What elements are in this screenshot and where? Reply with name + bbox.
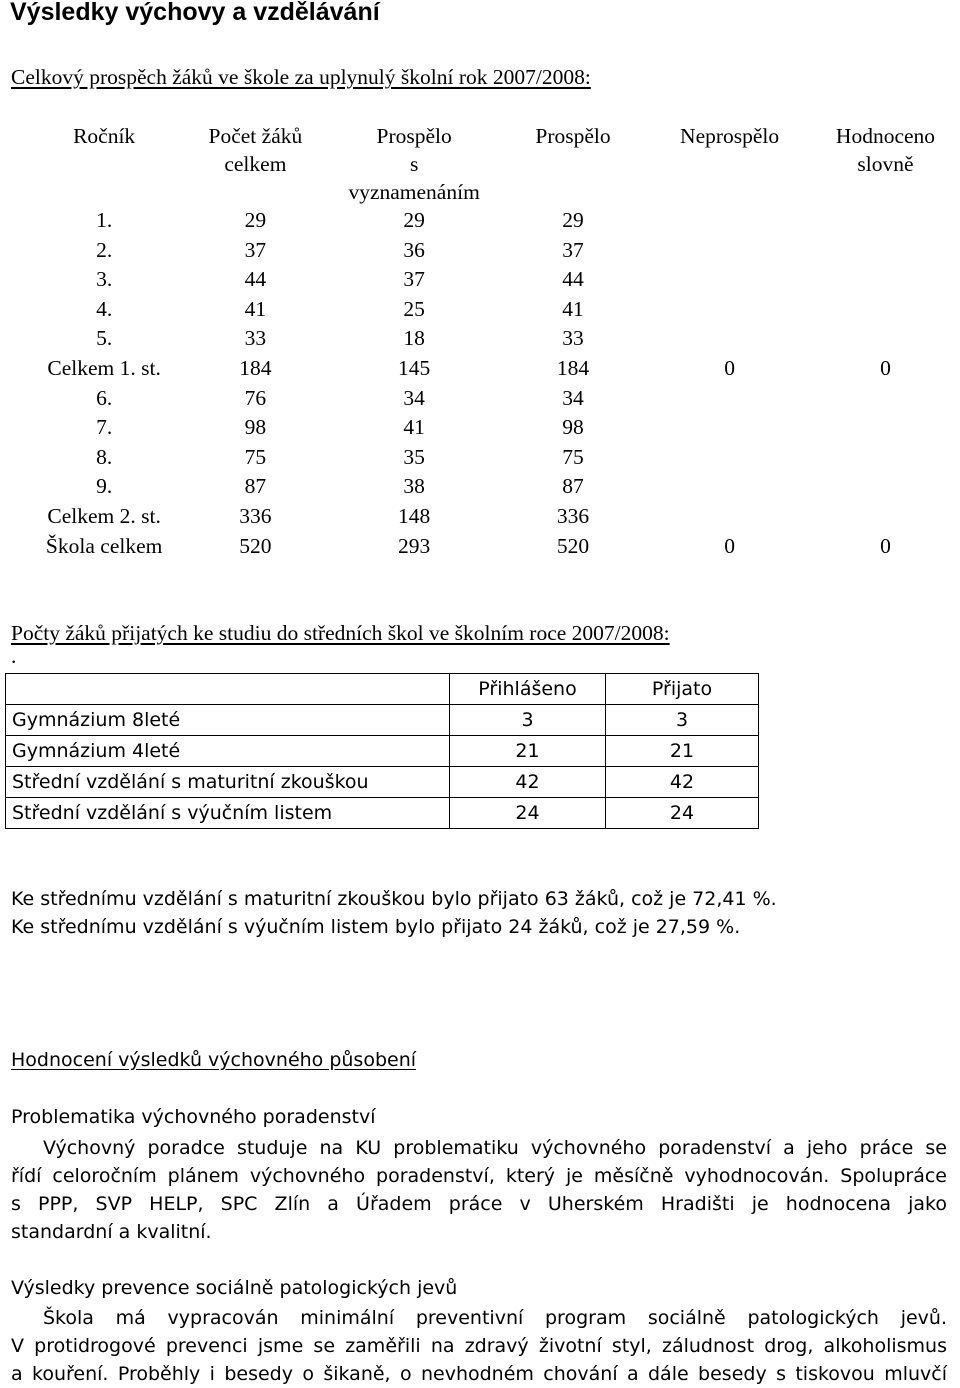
results-table-row [28, 206, 960, 236]
results-cell [811, 206, 960, 236]
results-cell: 41 [403, 415, 425, 440]
paragraph-line: Škola má vypracován minimální preventivní program sociálně patologických jevů. [43, 1307, 947, 1329]
results-cell: 336 [556, 503, 590, 528]
results-cell [648, 472, 811, 502]
results-col-header: Neprospělo [680, 124, 780, 148]
results-cell: 25 [403, 296, 425, 321]
results-table-row [28, 443, 960, 473]
section-body-counseling [11, 1134, 947, 1246]
admissions-cell: 3 [450, 705, 606, 736]
results-table-row [28, 295, 960, 325]
results-cell: 98 [244, 415, 267, 440]
results-col-header: Hodnoceno slovně [835, 124, 936, 176]
results-row-label: 4. [96, 296, 113, 321]
results-cell: 29 [244, 208, 267, 232]
results-cell [811, 413, 960, 443]
results-cell: 0 [880, 355, 891, 380]
results-cell: 336 [239, 503, 272, 528]
results-cell: 520 [556, 533, 590, 558]
results-cell: 44 [562, 267, 584, 292]
admissions-cell: 21 [606, 736, 759, 767]
results-cell: 87 [244, 474, 267, 499]
results-table-row [28, 236, 960, 266]
results-cell: 44 [244, 267, 267, 292]
results-cell: 184 [556, 355, 590, 380]
results-row-label: 5. [96, 326, 113, 351]
results-cell: 37 [244, 237, 267, 262]
results-cell: 0 [724, 355, 735, 380]
results-cell: 41 [244, 296, 267, 321]
results-row-label: Škola celkem [45, 533, 163, 558]
results-table-row [28, 265, 960, 295]
results-row-label: 8. [96, 444, 113, 469]
results-cell: 0 [724, 533, 735, 558]
results-cell: 37 [562, 237, 584, 262]
results-cell [648, 206, 811, 236]
results-cell [648, 265, 811, 295]
admissions-table-row [6, 736, 759, 767]
paragraph-line: standardní a kvalitní. [11, 1221, 212, 1243]
admissions-table-row [6, 767, 759, 798]
results-cell: 33 [244, 326, 267, 351]
results-row-label: 6. [96, 385, 113, 410]
results-cell [648, 443, 811, 473]
results-col-header: Ročník [73, 124, 136, 148]
results-row-label: 3. [96, 267, 113, 292]
results-heading: Celkový prospěch žáků ve škole za uplynulý školní rok 2007/2008: [11, 65, 591, 89]
results-cell: 29 [562, 208, 584, 232]
admissions-col-header-empty [6, 674, 450, 705]
admissions-row-label: Gymnázium 4leté [6, 736, 450, 767]
admissions-cell: 24 [606, 798, 759, 829]
results-cell [811, 295, 960, 325]
results-cell [811, 384, 960, 414]
results-cell: 18 [403, 326, 425, 351]
results-row-label: 9. [96, 474, 113, 499]
results-cell [811, 472, 960, 502]
results-cell [811, 443, 960, 473]
results-table-row [28, 532, 960, 562]
admissions-table [5, 673, 759, 829]
results-table-row [28, 472, 960, 502]
results-table-body [28, 206, 960, 561]
paragraph-line: Výchovný poradce studuje na KU problematiku výchovného poradenství a jeho práce se [43, 1137, 947, 1159]
paragraph-line: V protidrogové prevenci jsme se zaměřili na zdravý životní styl, záludnost drog, alkoholismus [11, 1335, 947, 1357]
admissions-row-label: Střední vzdělání s maturitní zkouškou [6, 767, 450, 798]
results-cell: 98 [562, 415, 584, 440]
results-row-label: 2. [96, 237, 113, 262]
admissions-row-label: Gymnázium 8leté [6, 705, 450, 736]
results-cell: 293 [398, 533, 431, 558]
admissions-table-header-row [6, 674, 759, 705]
results-cell: 38 [403, 474, 425, 499]
admissions-heading: Počty žáků přijatých ke studiu do středních škol ve školním roce 2007/2008: [11, 621, 670, 645]
admissions-cell: 3 [606, 705, 759, 736]
admissions-cell: 42 [606, 767, 759, 798]
results-cell: 29 [403, 208, 425, 232]
page-title: Výsledky výchovy a vzdělávání [10, 0, 380, 26]
admissions-table-body [6, 705, 759, 829]
results-cell: 35 [403, 444, 425, 469]
results-cell [648, 502, 811, 532]
results-cell: 34 [562, 385, 584, 410]
results-table [28, 120, 960, 561]
results-table-row [28, 502, 960, 532]
results-row-label: 7. [96, 415, 113, 440]
results-col-header: Počet žáků celkem [208, 124, 303, 176]
results-cell: 75 [244, 444, 267, 469]
results-cell: 184 [239, 355, 272, 380]
summary-line-maturitni: Ke střednímu vzdělání s maturitní zkouškou bylo přijato 63 žáků, což je 72,41 %. [11, 888, 777, 910]
results-cell: 36 [403, 237, 425, 262]
admissions-cell: 42 [450, 767, 606, 798]
results-cell: 76 [244, 385, 267, 410]
results-table-row [28, 354, 960, 384]
results-cell [811, 265, 960, 295]
admissions-table-row [6, 798, 759, 829]
admissions-row-label: Střední vzdělání s výučním listem [6, 798, 450, 829]
results-row-label: Celkem 1. st. [47, 355, 161, 380]
results-row-label: Celkem 2. st. [47, 503, 161, 528]
results-cell: 33 [562, 326, 584, 351]
admissions-col-header: Přijato [606, 674, 759, 705]
admissions-cell: 24 [450, 798, 606, 829]
results-table-row [28, 324, 960, 354]
results-cell: 37 [403, 267, 425, 292]
paragraph-line: řídí celoročním plánem výchovného poradenství, který je měsíčně vyhodnocován. Spolupráce [11, 1165, 947, 1187]
summary-line-vyucni: Ke střednímu vzdělání s výučním listem bylo přijato 24 žáků, což je 27,59 %. [11, 916, 741, 938]
results-cell: 145 [398, 355, 431, 380]
results-cell [648, 324, 811, 354]
results-col-header: Prospělo [535, 124, 611, 148]
results-cell [811, 502, 960, 532]
results-cell [648, 236, 811, 266]
results-cell: 75 [562, 444, 584, 469]
admissions-table-row [6, 705, 759, 736]
section-heading-prevention: Výsledky prevence sociálně patologických jevů [11, 1277, 458, 1299]
admissions-col-header: Přihlášeno [450, 674, 606, 705]
results-table-row [28, 384, 960, 414]
results-cell [648, 295, 811, 325]
results-cell: 34 [403, 385, 425, 410]
results-cell [811, 324, 960, 354]
results-cell: 148 [398, 503, 431, 528]
paragraph-line: s PPP, SVP HELP, SPC Zlín a Úřadem práce v Uherském Hradišti je hodnocena jako [11, 1193, 947, 1215]
section-body-prevention [11, 1304, 947, 1388]
results-cell [648, 384, 811, 414]
results-cell [648, 413, 811, 443]
evaluation-heading: Hodnocení výsledků výchovného působení [11, 1049, 417, 1071]
section-heading-counseling: Problematika výchovného poradenství [11, 1106, 376, 1128]
paragraph-line: a kouření. Proběhly i besedy o šikaně, o nevhodném chování a dále besedy s tiskovou mluvčí [11, 1363, 947, 1385]
admissions-dot: . [11, 644, 17, 668]
results-col-header: Prospělo s vyznamenáním [348, 124, 480, 204]
results-row-label: 1. [96, 208, 113, 232]
results-cell: 41 [562, 296, 584, 321]
results-cell: 87 [562, 474, 584, 499]
results-cell: 0 [880, 533, 891, 558]
results-table-header-row [28, 120, 960, 206]
results-cell [811, 236, 960, 266]
results-cell: 520 [239, 533, 272, 558]
results-table-row [28, 413, 960, 443]
admissions-cell: 21 [450, 736, 606, 767]
